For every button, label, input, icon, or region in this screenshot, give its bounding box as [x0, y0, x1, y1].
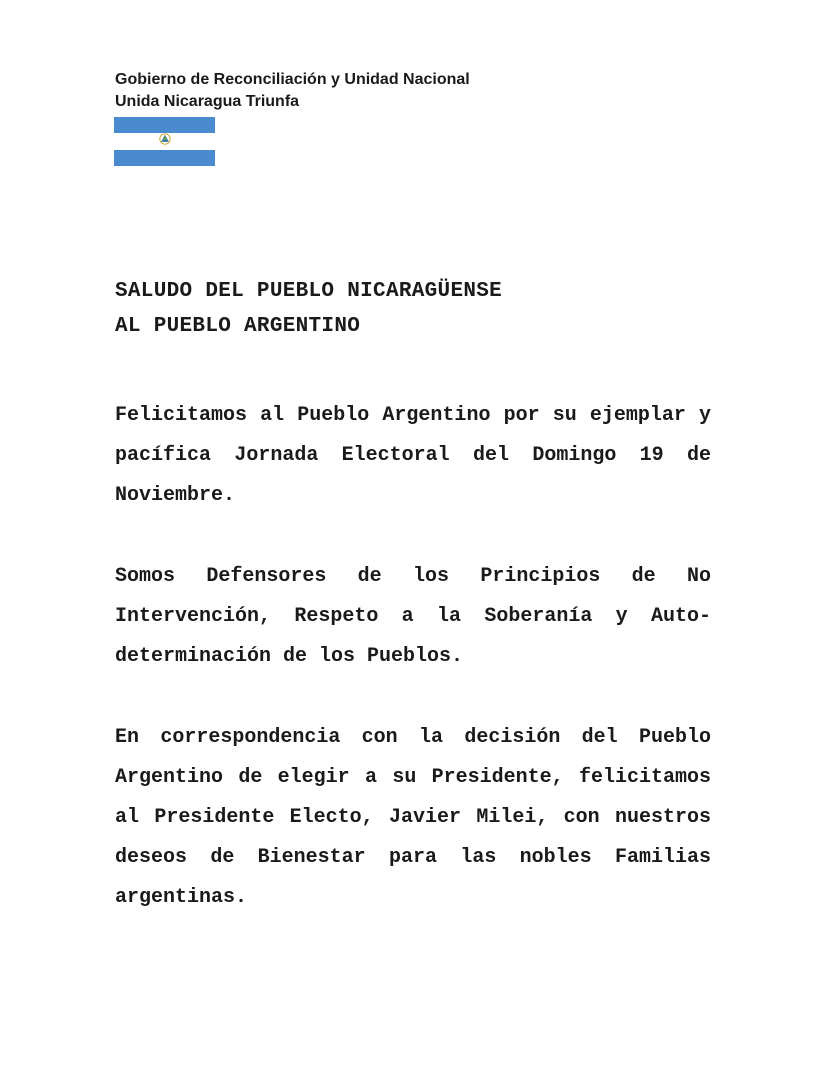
flag-stripe-bottom	[114, 150, 215, 166]
government-slogan: Unida Nicaragua Triunfa	[115, 93, 300, 110]
coat-of-arms-icon	[159, 133, 171, 145]
paragraph-principles: Somos Defensores de los Principios de No Intervención, Respeto a la Soberanía y Auto-determinación de los Pueblos.	[115, 565, 711, 668]
government-name: Gobierno de Reconciliación y Unidad Nacional	[115, 71, 470, 88]
paragraph-president-elect: En correspondencia con la decisión del Pueblo Argentino de elegir a su Presidente, felicitamos al Presidente Electo, Javier Milei, con nuestros deseos de Bienestar para las nobles Familias argentinas.	[115, 726, 711, 909]
letterhead	[115, 69, 470, 113]
title-line-2: AL PUEBLO ARGENTINO	[115, 315, 361, 338]
flag-stripe-top	[114, 117, 215, 133]
title-line-1: SALUDO DEL PUEBLO NICARAGÜENSE	[115, 280, 503, 303]
paragraph-congratulations: Felicitamos al Pueblo Argentino por su ejemplar y pacífica Jornada Electoral del Domingo 19 de Noviembre.	[115, 404, 711, 507]
document-title	[115, 274, 502, 344]
nicaragua-flag-icon	[114, 117, 215, 166]
